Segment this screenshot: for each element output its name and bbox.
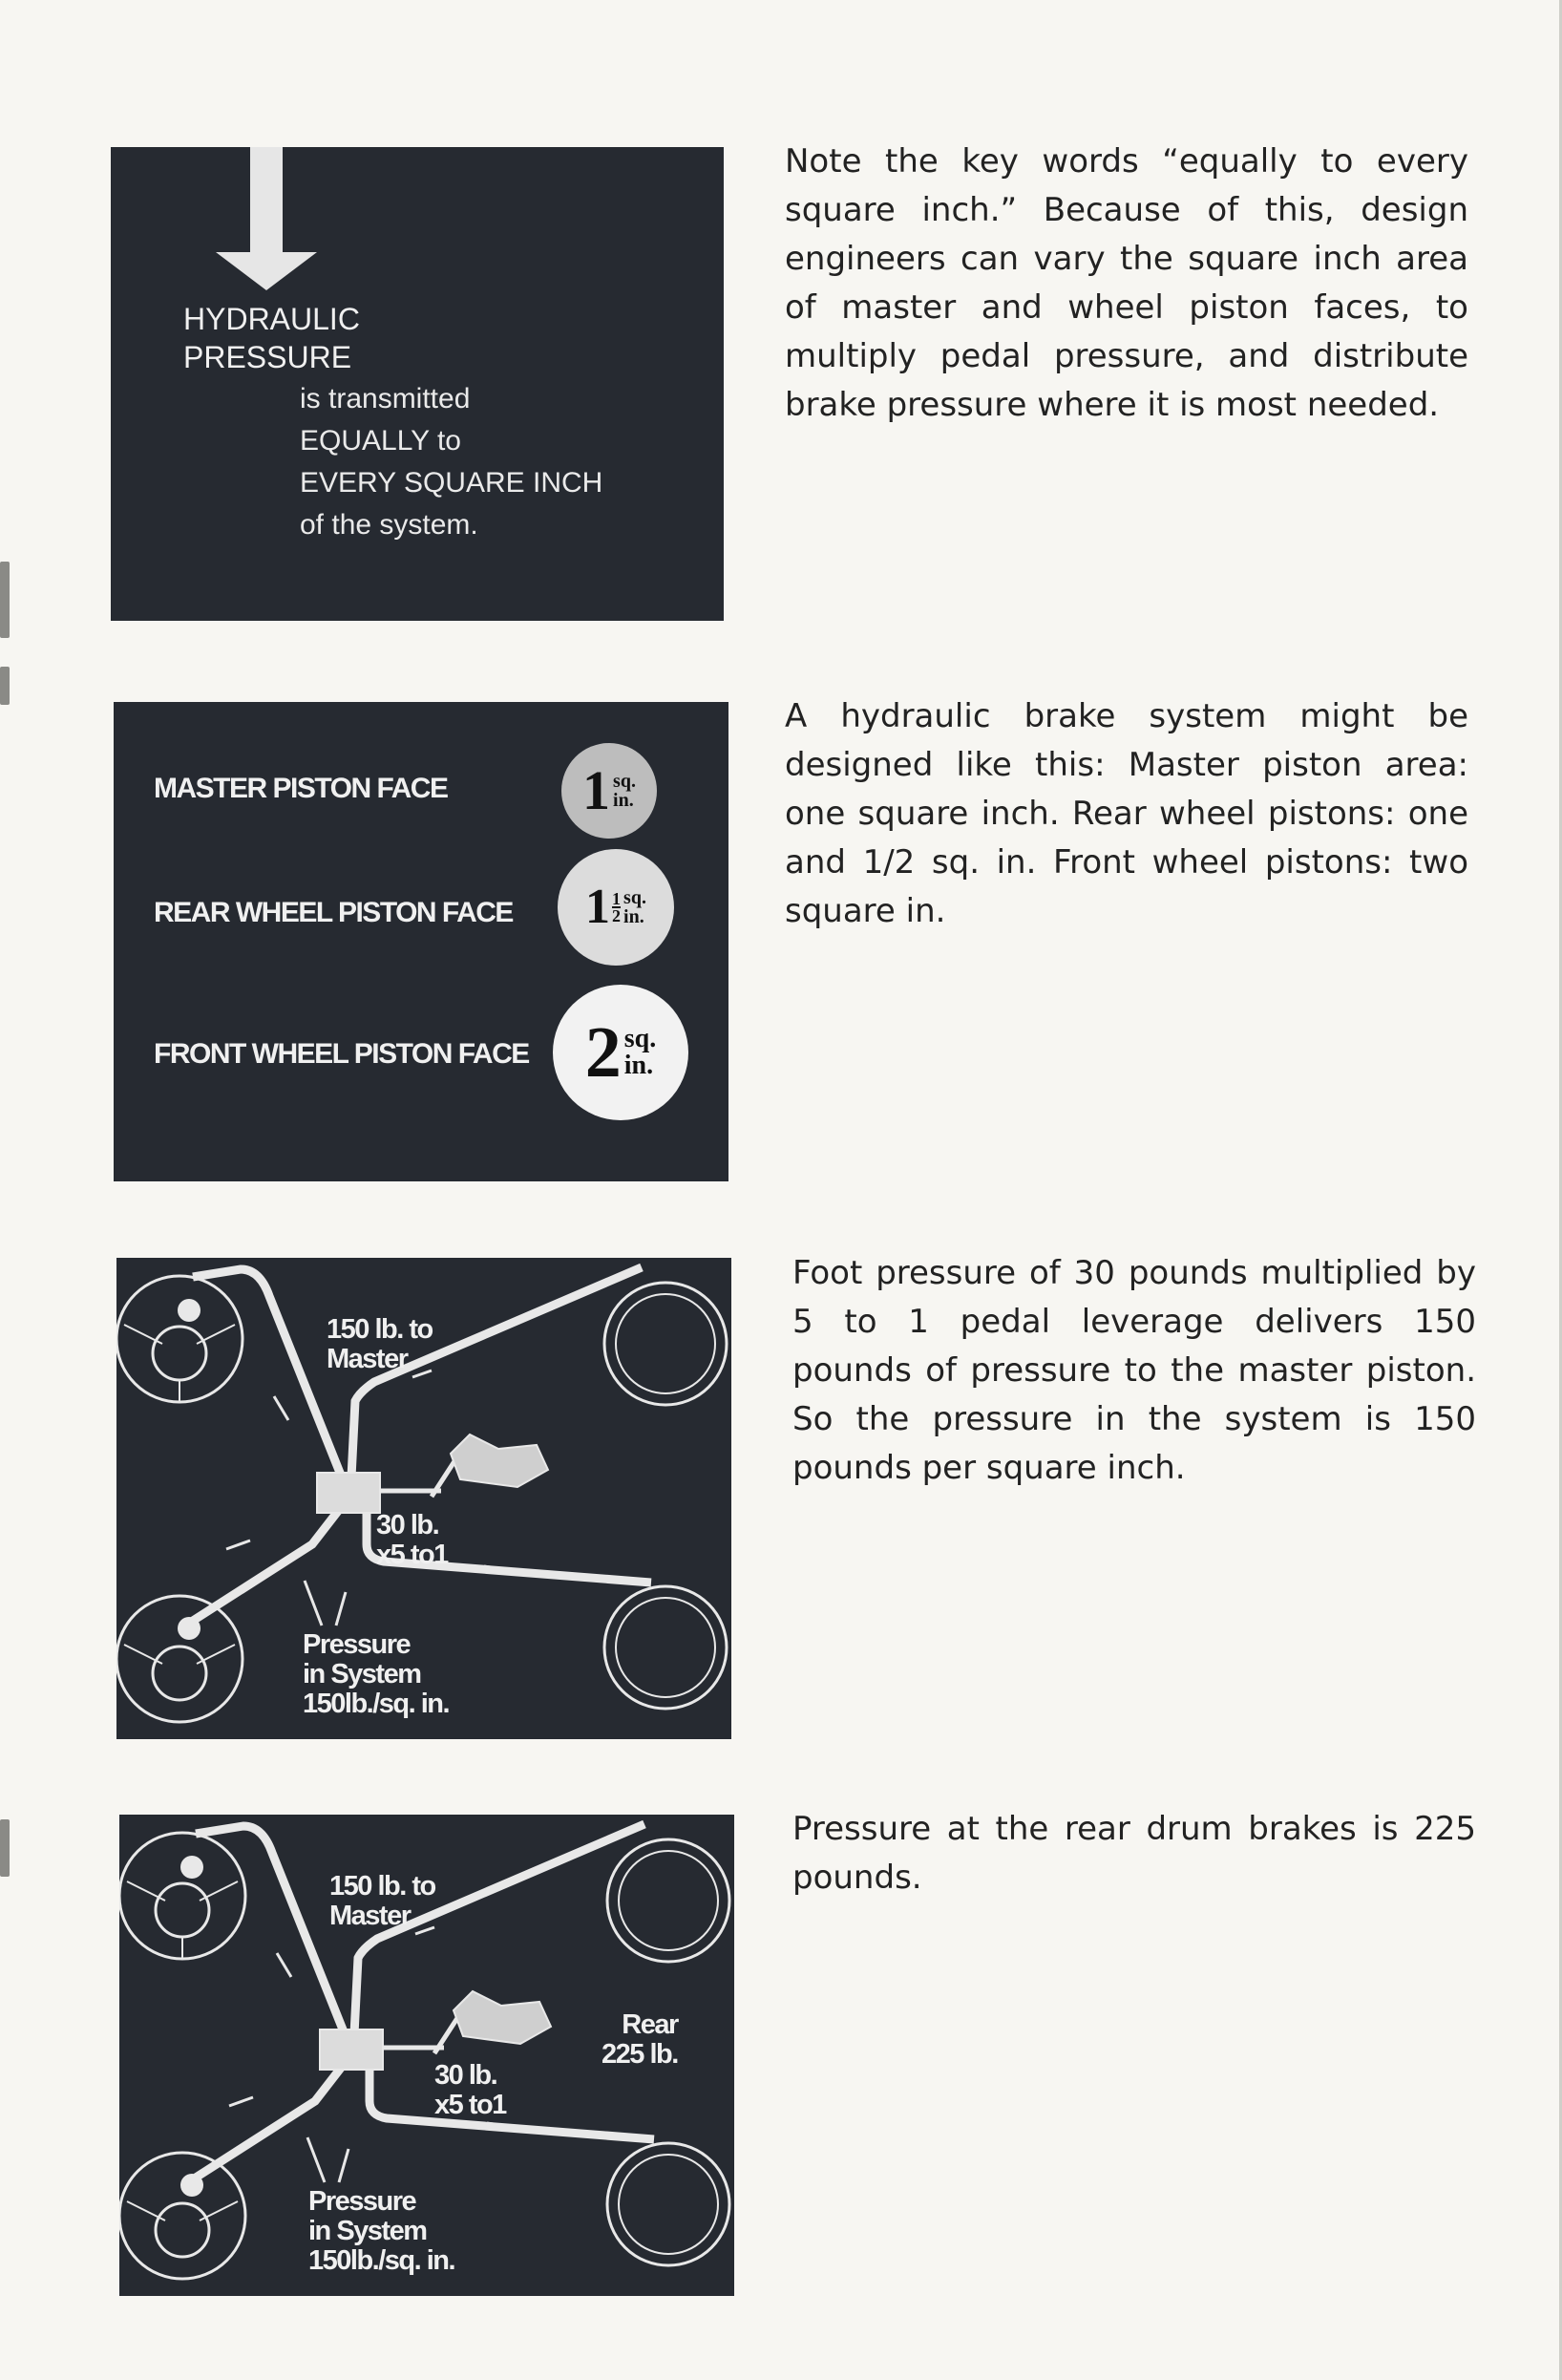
brake-system-diagram [116,1258,731,1739]
label-line: 30 lb. [434,2060,497,2091]
foot-force-label [376,1511,448,1570]
rear-piston-label: REAR WHEEL PISTON FACE [154,897,513,928]
label-line: Pressure [308,2186,416,2217]
hydraulic-pressure-panel [111,147,724,621]
area-unit [624,1026,656,1079]
heading-line: HYDRAULIC [183,302,360,336]
rear-piston-disc [558,849,674,966]
heading-line: PRESSURE [183,340,352,374]
down-arrow-head [216,252,317,290]
staple-mark [0,1819,10,1877]
label-line: x5 to1 [376,1540,448,1570]
foot-force-label [434,2061,506,2120]
label-line: in System [308,2216,427,2246]
label-line: 225 lb. [602,2039,678,2070]
label-line: 30 lb. [376,1510,439,1541]
master-force-label [329,1872,435,1931]
rear-pressure-label [602,2010,678,2070]
body-line: of the system. [300,509,478,541]
area-unit [623,888,646,926]
area-unit [613,772,636,810]
label-line: 150lb./sq. in. [308,2245,455,2276]
label-line: Pressure [303,1629,411,1660]
body-line: is transmitted [300,383,471,414]
front-wheel-icon [119,1833,245,1959]
master-piston-value: 1 [582,759,611,821]
rear-drum-icon [604,1586,727,1709]
rear-drum-icon [607,1839,729,1962]
master-piston-disc [561,743,657,839]
staple-mark [0,667,10,705]
body-line: EVERY SQUARE INCH [300,467,603,499]
system-pressure-label [308,2187,454,2276]
staple-mark [0,562,10,638]
caption-rear-pressure: Pressure at the rear drum brakes is 225 pounds. [792,1810,1476,1897]
front-piston-label: FRONT WHEEL PISTON FACE [154,1038,529,1070]
down-arrow-icon [250,147,283,252]
brake-caliper-icons [180,1856,203,2197]
rear-piston-fraction [612,891,621,924]
master-force-label [327,1315,433,1374]
master-piston-label: MASTER PISTON FACE [154,773,448,804]
fraction-denominator: 2 [612,906,622,925]
label-line: in System [303,1659,421,1689]
rear-drum-icon [607,2143,729,2265]
front-wheel-icon [116,1276,243,1402]
label-line: Master [329,1901,411,1931]
system-pressure-label [303,1630,449,1719]
master-cylinder-icon [320,2029,383,2070]
fraction-numerator: 1 [612,889,622,908]
master-cylinder-icon [317,1473,380,1513]
unit-in: in. [613,790,634,811]
rear-pressure-diagram [119,1815,734,2296]
caption-foot-pressure: Foot pressure of 30 pounds multiplied by 5 to 1 pedal leverage delivers 150 pounds of pressure to the master piston. So the pressure in the system is 150 pounds per square inch. [792,1254,1476,1487]
body-line: EQUALLY to [300,425,461,457]
unit-sq: sq. [623,887,646,908]
foot-pedal-icon [454,1991,551,2044]
label-line: Master [327,1344,408,1374]
caption-piston-areas: A hydraulic brake system might be designed like this: Master piston area: one square inch. Rear wheel pistons: one and 1/2 sq. in. Front wheel pistons: two square in. [785,697,1468,930]
front-wheel-icon [116,1596,243,1722]
piston-faces-panel [114,702,728,1181]
label-line: 150lb./sq. in. [303,1689,450,1719]
label-line: 150 lb. to [327,1314,433,1345]
front-wheel-icon [119,2153,245,2279]
label-line: x5 to1 [434,2090,506,2120]
caption-equal-pressure: Note the key words “equally to every square inch.” Because of this, design engineers can vary the square inch area of master and wheel piston faces, to multiply pedal pressure, and distribute brake pressure where it is most needed. [785,142,1468,424]
foot-pedal-icon [451,1434,548,1487]
rear-piston-whole: 1 [585,880,611,934]
rear-drum-icon [604,1283,727,1405]
label-line: 150 lb. to [329,1871,435,1902]
label-line: Rear [622,2009,678,2040]
unit-in: in. [623,906,644,927]
brake-caliper-icons [178,1299,201,1640]
front-piston-disc [553,985,688,1120]
unit-sq: sq. [623,1024,657,1053]
unit-in: in. [623,1051,654,1080]
front-piston-value: 2 [584,1012,622,1093]
unit-sq: sq. [613,771,636,792]
